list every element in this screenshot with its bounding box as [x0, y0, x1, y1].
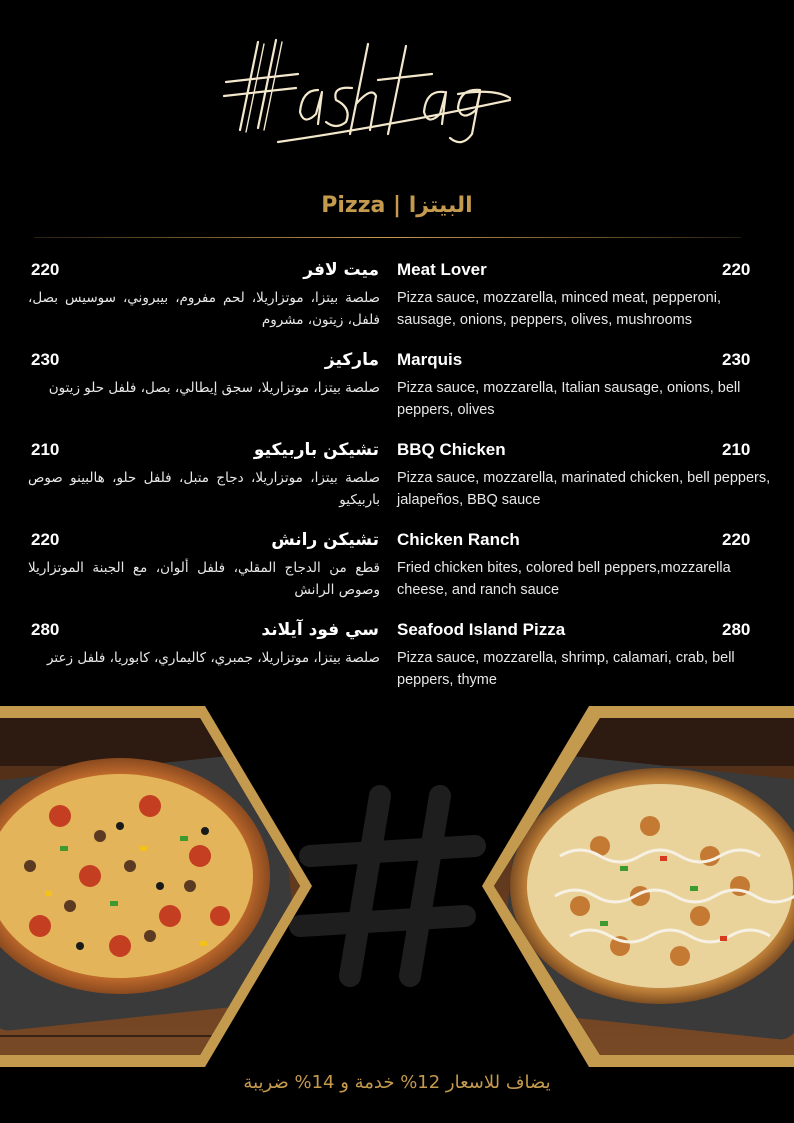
- item-price: 210: [722, 440, 751, 459]
- item-description-ar: صلصة بيتزا، موتزاريلا، جمبري، كاليماري، كابوريا، فلفل زعتر: [46, 650, 380, 666]
- item-description-ar: قطع من الدجاج المقلي، فلفل ألوان، مع الجبنة الموتزاريلا وصوص الرانش: [28, 560, 380, 598]
- item-description-en: Pizza sauce, mozzarella, Italian sausage, onions, bell peppers, olives: [397, 380, 741, 418]
- item-price-ar: 220: [31, 260, 60, 279]
- item-price-ar: 280: [31, 620, 60, 639]
- pizza-photo-band: [0, 706, 794, 1067]
- item-name-en: Meat Lover: [397, 260, 487, 279]
- hashtag-watermark-icon: [300, 796, 475, 976]
- item-price-ar: 210: [31, 440, 60, 459]
- item-price-ar: 230: [31, 350, 60, 369]
- chicken-ranch-pizza-photo: [470, 706, 794, 1067]
- item-name-en: Chicken Ranch: [397, 530, 520, 549]
- item-description-en: Fried chicken bites, colored bell peppers,mozzarella cheese, and ranch sauce: [397, 560, 731, 598]
- item-description-en: Pizza sauce, mozzarella, shrimp, calamari, crab, bell peppers, thyme: [397, 650, 735, 688]
- item-description-ar: صلصة بيتزا، موتزاريلا، دجاج متبل، فلفل حلو، هالبينو صوص باربيكيو: [28, 470, 380, 508]
- item-name-ar: سي فود آيلاند: [261, 620, 379, 640]
- hashtag-logo: [218, 30, 518, 155]
- item-description-en: Pizza sauce, mozzarella, minced meat, pepperoni, sausage, onions, peppers, olives, mushrooms: [397, 290, 721, 328]
- item-name-ar: ماركيز: [324, 350, 379, 370]
- item-price-ar: 220: [31, 530, 60, 549]
- item-price: 220: [722, 530, 751, 549]
- item-name-ar: تشيكن باربيكيو: [253, 440, 379, 460]
- title-divider: [34, 237, 741, 238]
- item-description-en: Pizza sauce, mozzarella, marinated chicken, bell peppers, jalapeños, BBQ sauce: [397, 470, 771, 508]
- item-description-ar: صلصة بيتزا، موتزاريلا، لحم مفروم، بيبروني، سوسيس بصل، فلفل، زيتون، مشروم: [28, 290, 380, 328]
- item-name-en: BBQ Chicken: [397, 440, 506, 459]
- meat-lover-pizza-photo: [0, 706, 320, 1067]
- item-description-ar: صلصة بيتزا، موتزاريلا، سجق إيطالي، بصل، فلفل حلو زيتون: [48, 380, 380, 396]
- item-name-ar: تشيكن رانش: [271, 530, 379, 550]
- item-name-ar: ميت لافر: [303, 260, 379, 280]
- item-price: 220: [722, 260, 751, 279]
- tax-service-note: يضاف للاسعار 12% خدمة و 14% ضريبة: [243, 1072, 551, 1093]
- item-price: 280: [722, 620, 751, 639]
- item-name-en: Seafood Island Pizza: [397, 620, 566, 639]
- item-price: 230: [722, 350, 751, 369]
- item-name-en: Marquis: [397, 350, 463, 369]
- section-title: Pizza | البيتزا: [321, 193, 473, 218]
